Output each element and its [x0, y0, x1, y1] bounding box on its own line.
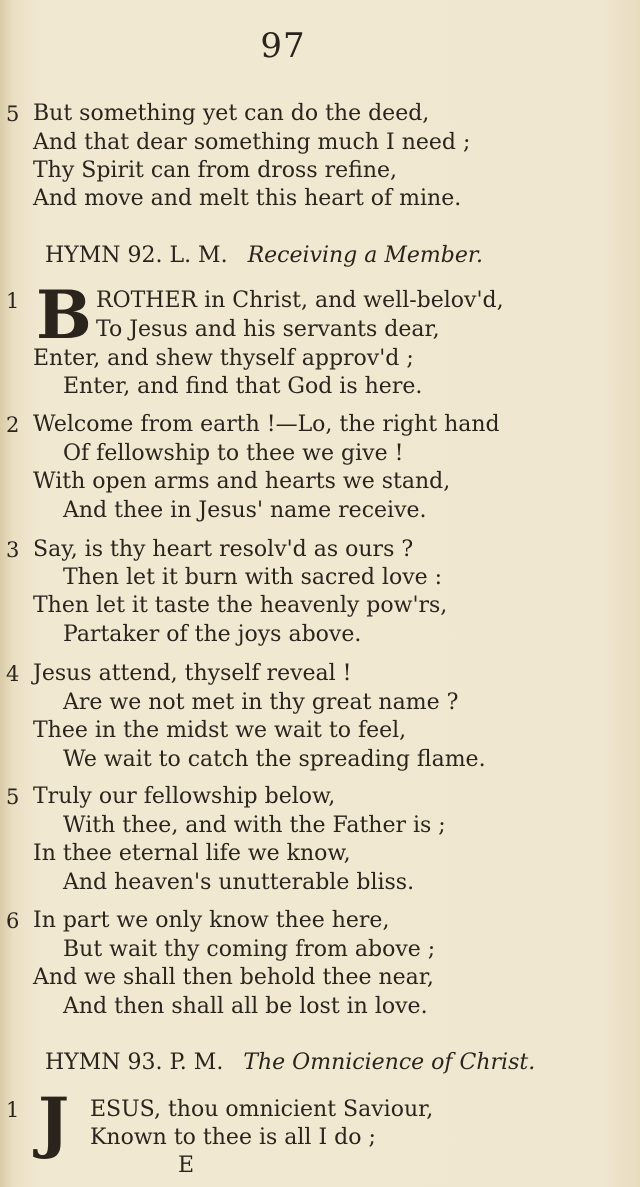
stanza-number: 1 — [6, 1098, 20, 1122]
hymn-title: HYMN 92. L. M. — [45, 243, 228, 268]
stanza-number: 4 — [6, 662, 20, 686]
verse-line: But wait thy coming from above ; — [63, 937, 436, 962]
verse-line: ROTHER in Christ, and well-belov'd, — [96, 288, 504, 313]
verse-line: With open arms and hearts we stand, — [33, 469, 451, 494]
verse-line: We wait to catch the spreading flame. — [63, 747, 486, 772]
verse-line: To Jesus and his servants dear, — [96, 317, 440, 342]
verse-line: Then let it taste the heavenly pow'rs, — [33, 593, 448, 618]
stanza-number: 1 — [6, 289, 20, 313]
verse-line: Thee in the midst we wait to feel, — [33, 718, 407, 743]
verse-line: Partaker of the joys above. — [63, 622, 362, 647]
stanza-number: 2 — [6, 413, 20, 437]
verse-line: And we shall then behold thee near, — [33, 965, 434, 990]
verse-line: And then shall all be lost in love. — [63, 994, 428, 1019]
verse-line: Thy Spirit can from dross refine, — [33, 158, 398, 183]
stanza-number: 5 — [6, 102, 20, 126]
verse-line: Are we not met in thy great name ? — [63, 690, 459, 715]
stanza-number: 6 — [6, 909, 20, 933]
verse-line: Jesus attend, thyself reveal ! — [33, 661, 352, 686]
verse-line: Welcome from earth !—Lo, the right hand — [33, 412, 500, 437]
hymn-title: HYMN 93. P. M. — [45, 1050, 224, 1075]
drop-cap: B — [36, 276, 92, 354]
hymn-heading — [45, 1049, 535, 1077]
signature-mark: E — [178, 1153, 195, 1178]
verse-line: Enter, and find that God is here. — [63, 374, 423, 399]
verse-line: In thee eternal life we know, — [33, 841, 351, 866]
verse-line: Of fellowship to thee we give ! — [63, 441, 404, 466]
stanza-number: 5 — [6, 785, 20, 809]
hymn-subtitle: Receiving a Member. — [247, 243, 483, 268]
verse-line: And heaven's unutterable bliss. — [63, 870, 415, 895]
stanza-number: 3 — [6, 538, 20, 562]
verse-line: Then let it burn with sacred love : — [63, 565, 443, 590]
verse-line: And thee in Jesus' name receive. — [63, 498, 427, 523]
verse-line: Truly our fellowship below, — [33, 784, 336, 809]
verse-line: In part we only know thee here, — [33, 908, 390, 933]
page-number: 97 — [260, 26, 306, 66]
verse-line: And that dear something much I need ; — [33, 130, 471, 155]
verse-line: And move and melt this heart of mine. — [33, 186, 462, 211]
verse-line: Known to thee is all I do ; — [90, 1125, 376, 1150]
hymn-subtitle: The Omnicience of Christ. — [243, 1050, 536, 1075]
verse-line: But something yet can do the deed, — [33, 101, 430, 126]
verse-line: Say, is thy heart resolv'd as ours ? — [33, 537, 414, 562]
verse-line: Enter, and shew thyself approv'd ; — [33, 346, 414, 371]
verse-line: ESUS, thou omnicient Saviour, — [90, 1097, 434, 1122]
verse-line: With thee, and with the Father is ; — [63, 813, 446, 838]
hymn-heading — [45, 242, 483, 270]
drop-cap: J — [38, 1083, 70, 1161]
